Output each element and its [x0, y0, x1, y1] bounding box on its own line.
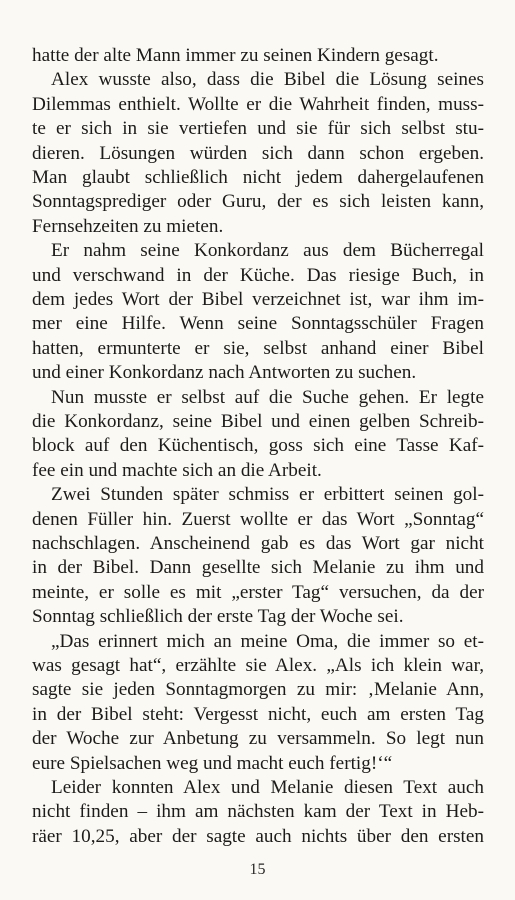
text-line-12: mer eine Hilfe. Wenn seine Sonntagsschüler Fragen: [32, 313, 484, 335]
text-line-30: eure Spielsachen weg und macht euch fertig!‘“: [32, 752, 393, 774]
text-line-33: räer 10,25, aber der sagte auch nichts über den ersten: [32, 825, 484, 847]
text-line-10: und verschwand in der Küche. Das riesige Buch, in: [32, 264, 484, 286]
text-line-23: meinte, er solle es mit „erster Tag“ versuchen, da der: [32, 581, 484, 603]
page-number: 15: [249, 861, 266, 878]
text-line-19: Zwei Stunden später schmiss er erbittert seinen gol-: [51, 484, 484, 506]
text-line-31: Leider konnten Alex und Melanie diesen Text auch: [51, 777, 484, 798]
text-line-25: „Das erinnert mich an meine Oma, die immer so et-: [51, 630, 484, 652]
text-line-13: hatten, ermunterte er sie, selbst anhand einer Bibel: [32, 337, 484, 359]
text-line-15: Nun musste er selbst auf die Suche gehen. Er legte: [51, 386, 484, 408]
text-line-29: der Woche zur Anbetung zu versammeln. So legt nun: [32, 728, 484, 750]
text-line-32: nicht finden – ihm am nächsten kam der Text in Heb-: [32, 801, 484, 823]
text-line-20: denen Füller hin. Zuerst wollte er das Wort „Sonntag“: [32, 508, 484, 530]
text-line-11: dem jedes Wort der Bibel verzeichnet ist, war ihm im-: [32, 289, 484, 310]
text-line-26: was gesagt hat“, erzählte sie Alex. „Als ich klein war,: [32, 655, 484, 676]
text-line-1: hatte der alte Mann immer zu seinen Kindern gesagt.: [32, 45, 439, 66]
text-line-3: Dilemmas enthielt. Wollte er die Wahrheit finden, muss-: [32, 93, 484, 115]
text-line-14: und einer Konkordanz nach Antworten zu suchen.: [32, 362, 417, 384]
text-line-27: sagte sie jeden Sonntagmorgen zu mir: ‚Melanie Ann,: [32, 679, 484, 701]
text-line-28: in der Bibel steht: Vergesst nicht, euch am ersten Tag: [32, 703, 484, 725]
text-line-7: Sonntagsprediger oder Guru, der es sich leisten kann,: [32, 191, 484, 213]
text-line-24: Sonntag schließlich der erste Tag der Woche sei.: [32, 606, 404, 628]
text-line-17: block auf den Küchentisch, goss sich eine Tasse Kaf-: [32, 435, 484, 457]
text-line-22: in der Bibel. Dann gesellte sich Melanie zu ihm und: [32, 557, 484, 579]
text-line-5: dieren. Lösungen würden sich dann schon ergeben.: [32, 142, 484, 164]
text-line-2: Alex wusste also, dass die Bibel die Lösung seines: [51, 69, 484, 91]
text-line-4: te er sich in sie vertiefen und sie für sich selbst stu-: [32, 118, 484, 140]
text-line-16: die Konkordanz, seine Bibel und einen gelben Schreib-: [32, 411, 484, 432]
text-line-8: Fernsehzeiten zu mieten.: [32, 215, 224, 237]
text-line-21: nachschlagen. Anscheinend gab es das Wort gar nicht: [32, 533, 484, 554]
text-line-18: fee ein und machte sich an die Arbeit.: [32, 459, 322, 481]
text-line-9: Er nahm seine Konkordanz aus dem Bücherregal: [51, 240, 484, 262]
text-line-6: Man glaubt schließlich nicht jedem dahergelaufenen: [32, 167, 484, 188]
